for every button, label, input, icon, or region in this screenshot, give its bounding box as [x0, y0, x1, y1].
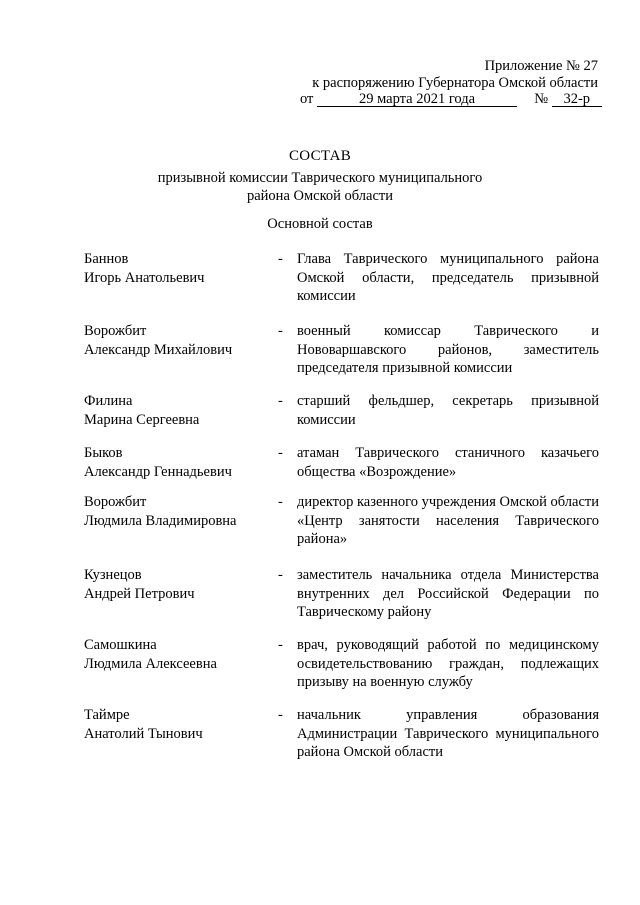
member-given-names: Андрей Петрович — [84, 585, 195, 602]
member-name — [84, 636, 274, 673]
member-name — [84, 392, 274, 429]
member-name — [84, 566, 274, 603]
member-role: военный комиссар Таврического и Нововаршавского районов, заместитель председателя призывной комиссии — [297, 323, 599, 376]
order-date-line — [278, 91, 598, 108]
member-given-names: Александр Михайлович — [84, 341, 233, 358]
subtitle-line-1: призывной комиссии Таврического муниципального — [157, 170, 483, 186]
member-role: атаман Таврического станичного казачьего общества «Возрождение» — [297, 445, 599, 480]
member-role: начальник управления образования Администрации Таврического муниципального района Омской области — [297, 707, 599, 760]
member-dash: - — [278, 251, 283, 267]
member-dash: - — [278, 323, 283, 339]
appendix-number: Приложение № 27 — [484, 58, 598, 74]
member-name — [84, 444, 274, 481]
member-surname: Филина — [84, 393, 133, 409]
member-name — [84, 322, 274, 359]
order-reference: к распоряжению Губернатора Омской области — [312, 74, 598, 91]
member-role: заместитель начальника отдела Министерства внутренних дел Российской Федерации по Таврическому району — [297, 567, 599, 620]
document-title-block — [0, 147, 640, 205]
member-surname: Кузнецов — [84, 567, 142, 583]
member-given-names: Людмила Алексеевна — [84, 655, 217, 672]
member-role: Глава Таврического муниципального района Омской области, председатель призывной комиссии — [297, 251, 599, 304]
appendix-header — [278, 58, 598, 108]
member-surname: Быков — [84, 445, 123, 461]
member-role: директор казенного учреждения Омской области «Центр занятости населения Таврического района» — [297, 494, 599, 547]
document-title: СОСТАВ — [288, 148, 352, 164]
member-name — [84, 706, 274, 743]
member-surname: Самошкина — [84, 637, 157, 653]
order-number: 32-р — [552, 92, 602, 107]
member-dash: - — [278, 707, 283, 723]
member-given-names: Людмила Владимировна — [84, 512, 237, 529]
member-given-names: Игорь Анатольевич — [84, 269, 205, 286]
order-date: 29 марта 2021 года — [317, 92, 517, 107]
member-dash: - — [278, 637, 283, 653]
subtitle-line-2: района Омской области — [246, 188, 393, 204]
member-dash: - — [278, 393, 283, 409]
member-surname: Таймре — [84, 707, 130, 723]
number-label: № — [534, 91, 549, 107]
member-dash: - — [278, 445, 283, 461]
member-surname: Баннов — [84, 251, 129, 267]
member-surname: Ворожбит — [84, 323, 147, 339]
member-role: врач, руководящий работой по медицинскому освидетельствованию граждан, подлежащих призыву на военную службу — [297, 637, 599, 690]
member-given-names: Анатолий Тынович — [84, 725, 203, 742]
member-name — [84, 250, 274, 287]
from-label: от — [300, 91, 314, 107]
member-dash: - — [278, 567, 283, 583]
member-dash: - — [278, 494, 283, 510]
member-given-names: Александр Геннадьевич — [84, 463, 232, 480]
member-surname: Ворожбит — [84, 494, 147, 510]
section-heading: Основной состав — [267, 216, 373, 232]
member-role: старший фельдшер, секретарь призывной комиссии — [297, 393, 599, 428]
member-name — [84, 493, 274, 530]
member-given-names: Марина Сергеевна — [84, 411, 200, 428]
